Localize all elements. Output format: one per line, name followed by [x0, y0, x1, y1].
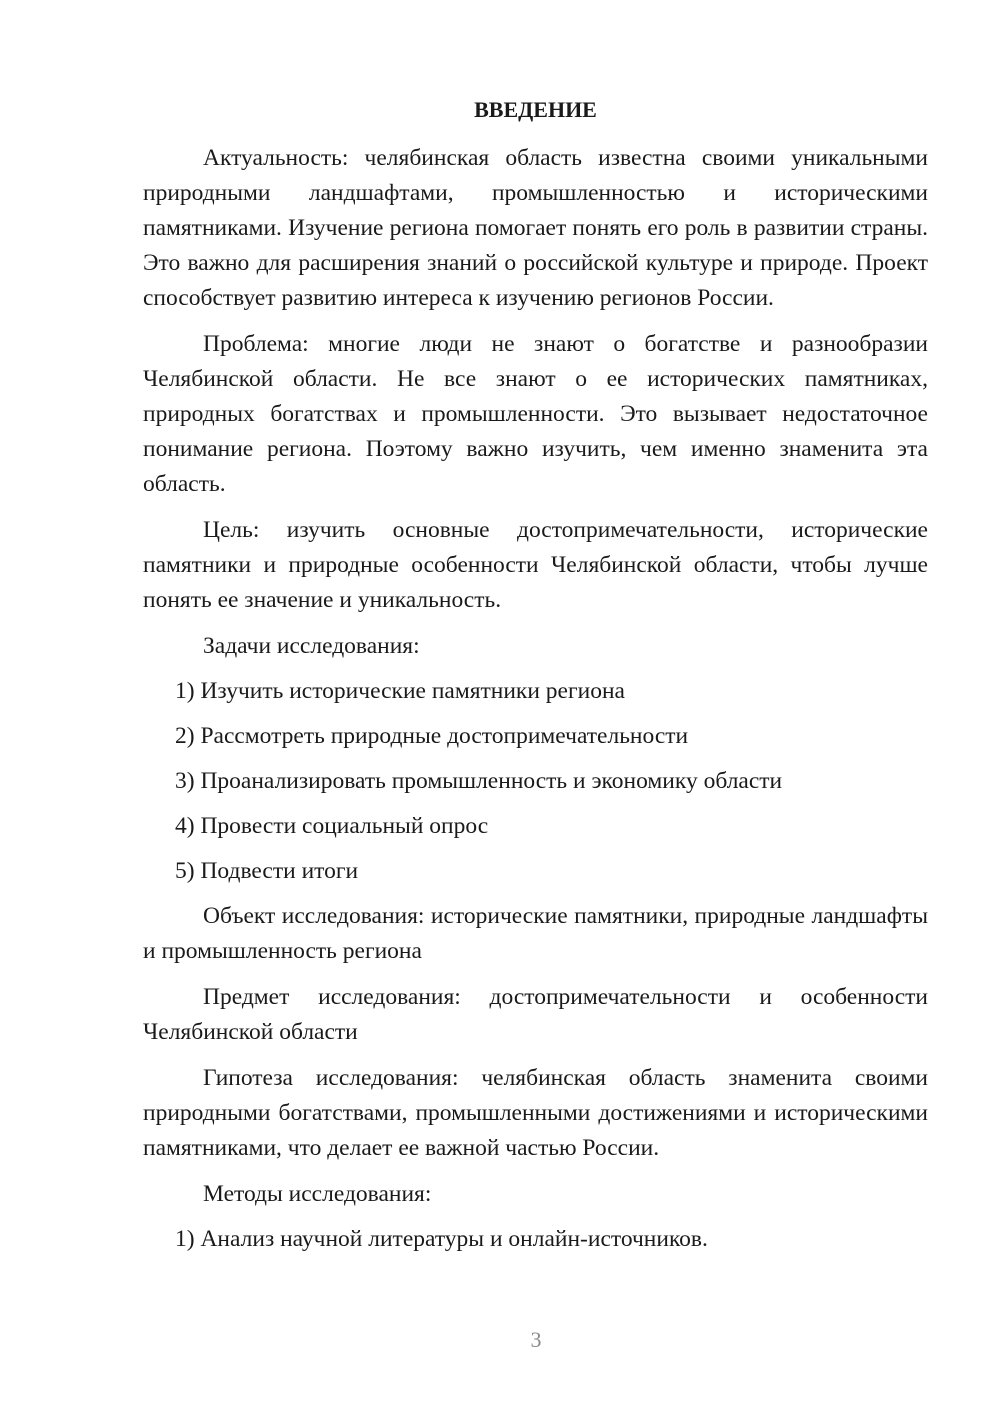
list-item: 5) Подвести итоги	[175, 858, 359, 884]
page-number: 3	[530, 1327, 542, 1352]
page-title: ВВЕДЕНИЕ	[474, 97, 597, 122]
hypothesis-paragraph: Гипотеза исследования: челябинская область знаменита своими природными богатствами, промышленными достижениями и историческими памятниками, что делает ее важной частью России.	[143, 1065, 928, 1161]
document-page	[143, 92, 928, 1267]
goal-paragraph: Цель: изучить основные достопримечательности, исторические памятники и природные особенности Челябинской области, чтобы лучше понять ее значение и уникальность.	[143, 517, 928, 613]
list-item: 4) Провести социальный опрос	[175, 813, 489, 839]
tasks-list	[143, 674, 928, 889]
relevance-paragraph: Актуальность: челябинская область известна своими уникальными природными ландшафтами, промышленностью и историческими памятниками. Изучение региона помогает понять его роль в развитии страны. Это важно для расширения знаний о российской культуре и природе. Проект способствует развитию интереса к изучению регионов России.	[143, 145, 928, 311]
list-item: 1) Анализ научной литературы и онлайн-источников.	[175, 1226, 708, 1252]
list-item: 3) Проанализировать промышленность и экономику области	[175, 768, 783, 794]
tasks-heading: Задачи исследования:	[203, 633, 420, 659]
methods-heading: Методы исследования:	[203, 1181, 432, 1207]
object-paragraph: Объект исследования: исторические памятники, природные ландшафты и промышленность региона	[143, 903, 928, 964]
list-item: 2) Рассмотреть природные достопримечательности	[175, 723, 689, 749]
list-item: 1) Изучить исторические памятники региона	[175, 678, 625, 704]
problem-paragraph: Проблема: многие люди не знают о богатстве и разнообразии Челябинской области. Не все знают о ее исторических памятниках, природных богатствах и промышленности. Это вызывает недостаточное понимание региона. Поэтому важно изучить, чем именно знаменита эта область.	[143, 331, 928, 497]
subject-paragraph: Предмет исследования: достопримечательности и особенности Челябинской области	[143, 984, 928, 1045]
methods-list	[143, 1222, 928, 1257]
